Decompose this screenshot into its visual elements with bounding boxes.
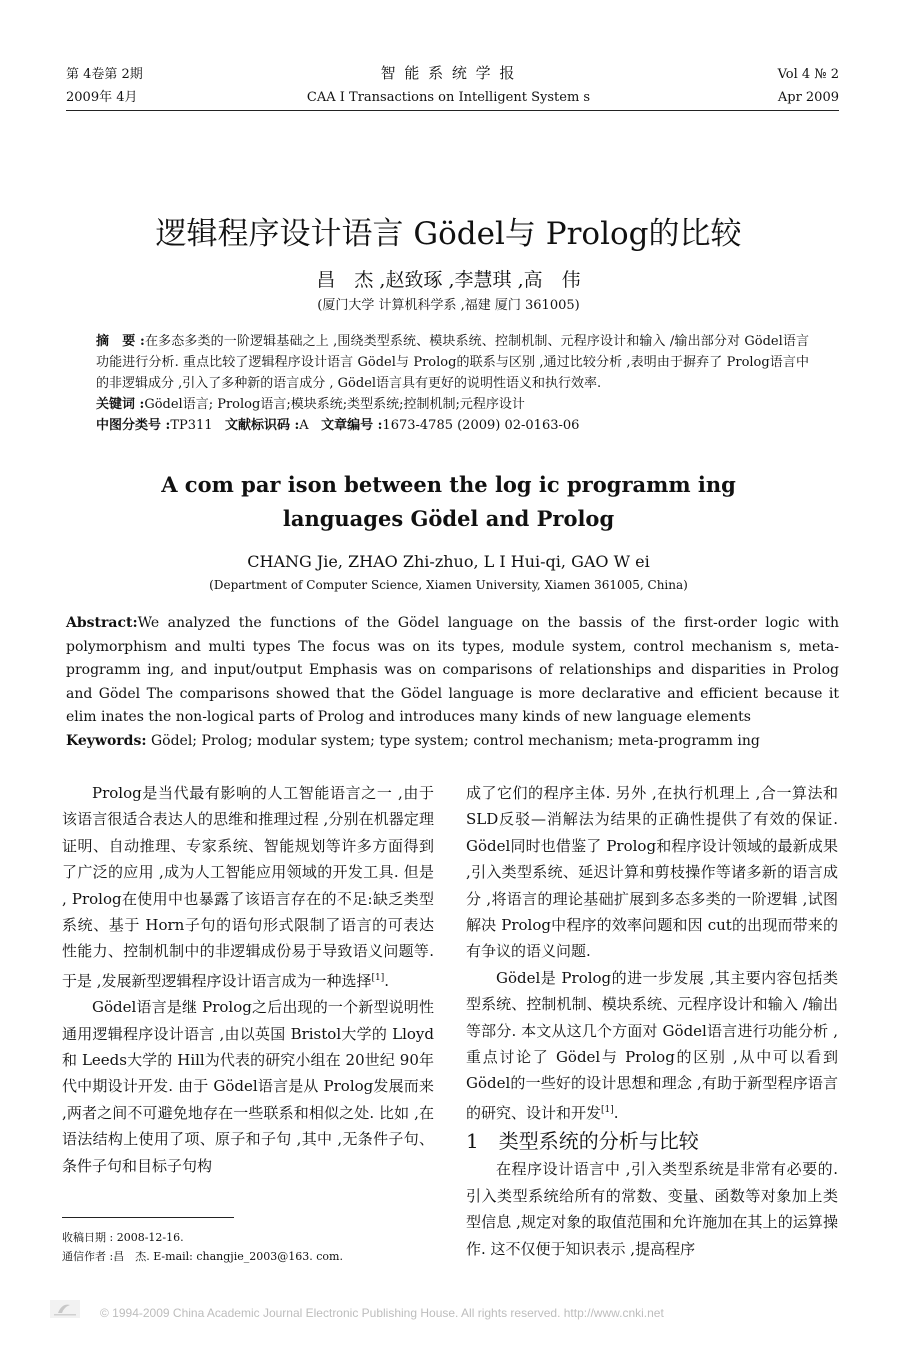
abstract-cn <box>96 331 809 436</box>
body-paragraph: 在程序设计语言中 ,引入类型系统是非常有必要的. 引入类型系统给所有的常数、变量、函数等对象加上类型信息 ,规定对象的取值范围和允许施加在其上的运算操作. 这不仅便于知识表示 ,提高程序 <box>466 1160 838 1258</box>
article-number-value: 1673-4785 (2009) 02-0163-06 <box>382 418 580 433</box>
keywords-cn-text: Gödel语言; Prolog语言;模块系统;类型系统;控制机制;元程序设计 <box>144 397 525 412</box>
keywords-en <box>66 730 839 754</box>
abstract-en <box>66 612 839 753</box>
class-value: TP311 <box>170 418 213 433</box>
page-title-en-line2: languages Gödel and Prolog <box>282 506 615 531</box>
body-column-left <box>62 780 434 1179</box>
footnote <box>62 1228 343 1266</box>
abstract-en-text: We analyzed the functions of the Gödel language on the bassis of the first-order logic with polymorphism and multi types The focus was on its types, module system, control mechanism s, meta-programm ing, and input/output Emphasis was on comparisons of relationships and disparities in Prolog and Gödel The comparisons showed that the Gödel language is more declarative and efficient because it elim inates the non-logical parts of Prolog and introduces many kinds of new language elements <box>66 615 839 725</box>
abstract-cn-paragraph <box>96 331 809 394</box>
header-date-cn: 2009年 4月 <box>66 90 138 105</box>
footnote-rule <box>62 1217 234 1218</box>
corresponding-author: 通信作者 :昌 杰. E-mail: changjie_2003@163. com. <box>62 1250 343 1263</box>
body-text: Prolog是当代最有影响的人工智能语言之一 ,由于该语言很适合表达人的思维和推理过程 ,分别在机器定理证明、自动推理、专家系统、智能规划等许多方面得到了广泛的应用 ,成为人工智能应用领域的开发工具. 但是 , Prolog在使用中也暴露了该语言存在的不足:缺乏类型系统、基于 Horn子句的语句形式限制了语言的可表达性能力、控制机制中的非逻辑成份易于导致语义问题等. 于是 ,发展新型逻辑程序设计语言成为一种选择 <box>62 784 434 990</box>
received-date: 收稿日期 : 2008-12-16. <box>62 1231 184 1244</box>
keywords-cn-label: 关键词 : <box>96 397 145 412</box>
class-label: 中图分类号 : <box>96 418 171 433</box>
section-heading: 1 类型系统的分析与比较 <box>466 1129 699 1154</box>
doc-code-value: A <box>299 418 309 433</box>
body-paragraph: Gödel语言是继 Prolog之后出现的一个新型说明性通用逻辑程序设计语言 ,由以英国 Bristol大学的 Lloyd和 Leeds大学的 Hill为代表的研究小组在 20世纪 90年代中期设计开发. 由于 Gödel语言是从 Prolog发展而来 ,两者之间不可避免地存在一些联系和相似之处. 比如 ,在语法结构上使用了项、原子和子句 ,其中 ,无条件子句、条件子句和目标子句构 <box>62 998 434 1175</box>
doc-code-label: 文献标识码 : <box>224 418 300 433</box>
body-paragraph: 成了它们的程序主体. 另外 ,在执行机理上 ,合一算法和 SLD反驳—消解法为结果的正确性提供了有效的保证. Gödel同时也借鉴了 Prolog和程序设计领域的最新成果 ,引入类型系统、延迟计算和剪枝操作等诸多新的语言成分 ,将语言的理论基础扩展到多态多类的一阶逻辑 ,试图解决 Prolog中程序的效率问题和因 cut的出现而带来的有争议的语义问题. <box>466 784 838 961</box>
authors-en: CHANG Jie, ZHAO Zhi-zhuo, L I Hui-qi, GAO W ei <box>247 552 650 571</box>
body-column-right <box>466 780 838 1262</box>
body-paragraph <box>466 965 838 1126</box>
keywords-en-text: Gödel; Prolog; modular system; type system; control mechanism; meta-programm ing <box>150 732 760 749</box>
article-number-label: 文章编号 : <box>321 418 383 433</box>
citation-ref[interactable]: [1] <box>371 972 385 983</box>
keywords-cn <box>96 394 809 415</box>
keywords-en-label: Keywords: <box>66 732 147 749</box>
page-title-en <box>0 468 897 536</box>
body-paragraph <box>62 780 434 994</box>
header-rule <box>66 110 839 111</box>
body-text-end: . <box>613 1103 619 1122</box>
abstract-cn-label: 摘 要 : <box>96 334 145 349</box>
abstract-en-paragraph <box>66 612 839 730</box>
affiliation-en: (Department of Computer Science, Xiamen University, Xiamen 361005, China) <box>209 578 688 592</box>
cnki-logo-icon <box>50 1300 80 1318</box>
abstract-en-label: Abstract: <box>66 615 138 631</box>
header-journal-cn: 智 能 系 统 学 报 <box>380 64 517 82</box>
citation-ref[interactable]: [1] <box>601 1104 614 1115</box>
abstract-cn-text: 在多态多类的一阶逻辑基础之上 ,围绕类型系统、模块系统、控制机制、元程序设计和输入 /输出部分对 Gödel语言功能进行分析. 重点比较了逻辑程序设计语言 Gödel与 Prolog的联系与区别 ,通过比较分析 ,表明由于摒弃了 Prolog语言中的非逻辑成分 ,引入了多种新的语言成分 , Gödel语言具有更好的说明性语义和执行效率. <box>96 334 810 391</box>
copyright-notice: © 1994-2009 China Academic Journal Electronic Publishing House. All rights reserved. http://www.cnki.net <box>100 1306 664 1320</box>
page-title-cn: 逻辑程序设计语言 Gödel与 Prolog的比较 <box>155 216 742 252</box>
header-volume-en: Vol 4 № 2 <box>777 67 839 82</box>
header-journal-en: CAA I Transactions on Intelligent System s <box>306 90 591 105</box>
classification-line <box>96 415 809 436</box>
header-volume-cn: 第 4卷第 2期 <box>66 67 143 82</box>
affiliation-cn: (厦门大学 计算机科学系 ,福建 厦门 361005) <box>317 298 580 313</box>
authors-cn: 昌 杰 ,赵致琢 ,李慧琪 ,高 伟 <box>316 269 581 291</box>
body-text-end: . <box>384 971 390 990</box>
header-date-en: Apr 2009 <box>777 90 839 105</box>
body-text: Gödel是 Prolog的进一步发展 ,其主要内容包括类型系统、控制机制、模块系统、元程序设计和输入 /输出等部分. 本文从这几个方面对 Gödel语言进行功能分析 ,重点讨论了 Gödel与 Prolog的区别 ,从中可以看到 Gödel的一些好的设计思想和理念 ,有助于新型程序语言的研究、设计和开发 <box>466 968 838 1122</box>
page-title-en-line1: A com par ison between the log ic programm ing <box>161 472 736 497</box>
